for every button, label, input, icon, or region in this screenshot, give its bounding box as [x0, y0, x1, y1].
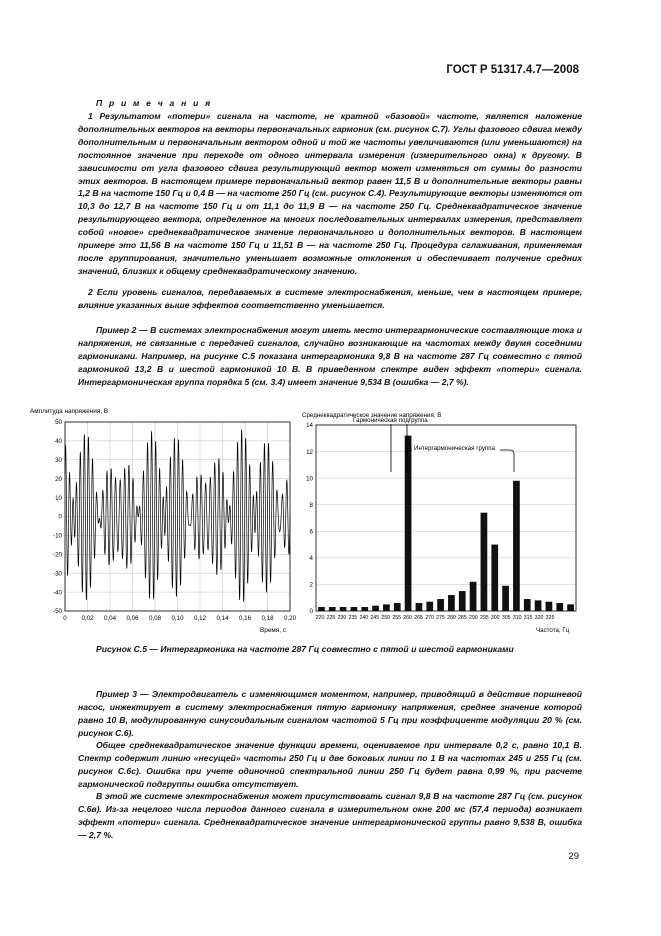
waveform-xtick-label: 0,12 [193, 615, 207, 622]
spectrum-xtick-label: 305 [501, 615, 511, 621]
spectrum-xtick-label: 290 [469, 615, 478, 621]
spectrum-xtick-label: 315 [523, 615, 533, 621]
spectrum-xtick-label: 270 [425, 615, 434, 621]
spectrum-bar [502, 586, 509, 611]
harmonic-subgroup-label: Гармоническая подгруппа [353, 417, 428, 424]
waveform-ytick-label: 40 [55, 438, 62, 446]
spectrum-xtick-label: 230 [337, 615, 347, 621]
notes-title: П р и м е ч а н и я [96, 98, 213, 108]
spectrum-xtick-label: 250 [381, 615, 391, 621]
waveform-xtick-label: 0,18 [261, 615, 274, 622]
waveform-xtick-label: 0,14 [216, 615, 229, 622]
spectrum-bar [318, 607, 325, 611]
spectrum-xtick-label: 275 [436, 615, 445, 621]
waveform-xtick-label: 0 [63, 615, 67, 622]
spectrum-xtick-label: 220 [315, 615, 325, 621]
waveform-ytick-label: -40 [53, 589, 62, 597]
waveform-ytick-label: 50 [55, 419, 62, 427]
spectrum-xtick-label: 235 [348, 615, 358, 621]
spectrum-xtick-label: 285 [458, 615, 467, 621]
spectrum-xtick-label: 325 [545, 615, 555, 621]
interharmonic-group-bracket [407, 450, 514, 472]
spectrum-bar [394, 603, 401, 611]
spectrum-ytick-label: 14 [306, 422, 313, 430]
waveform-ytick-label: 30 [55, 457, 62, 464]
waveform-chart [24, 400, 309, 635]
spectrum-bar [351, 607, 358, 611]
spectrum-xtick-label: 310 [512, 615, 522, 621]
spectrum-bar [491, 545, 498, 611]
example-3-p3: В этой же системе электроснабжения может присутствовать сигнал 9,8 В на частоте 287 Гц (см. рисунок С.6в). Из-за нецелого числа периодов данного сигнала в измерительном окне 200 мс (57,4 периода) возникает эффект «потери» сигнала. Среднеквадратическое значение интергармонической группы равно 9,538 В, ошибка — 2,7 %. [78, 791, 582, 840]
example-2: Пример 2 — В системах электроснабжения могут иметь место интергармонические составляющие тока и напряжения, не связанные с передачей сигналов, случайно возникающие на частотах между двумя соседними гармониками. Например, на рисунке С.5 показана интергармоника 9,8 В на частоте 287 Гц совместно с пятой гармоникой 13,2 В и шестой гармоникой 10 В. В приведенном спектре виден эффект «потери» сигнала. Интергармоническая группа порядка 5 (см. 3.4) имеет значение 9,534 В (ошибка — 2,7 %). [78, 325, 582, 387]
spectrum-bar [481, 513, 488, 611]
spectrum-ytick-label: 4 [309, 555, 313, 563]
spectrum-svg [300, 405, 582, 637]
spectrum-bar [556, 603, 563, 611]
waveform-ylabel: Амплитуда напряжения, В [30, 408, 109, 415]
note-1: 1 Результатом «потери» сигнала на частоте, не кратной «базовой» частоте, является наложение дополнительных векторов на векторы первоначальных гармоник (см. рисунок С.7). Углы фазового сдвига между дополнительным и первоначальным вектором одной и той же частоты увеличиваются (или уменьшаются) на постоянное значение при переходе от одного интервала измерения (измерительного окна) к другому. В зависимости от угла фазового сдвига результирующий вектор может изменяться от суммы до разности этих векторов. В настоящем примере первоначальный вектор равен 11,5 В и дополнительные векторы равны 1,2 В на частоте 150 Гц и 0,4 В — на частоте 250 Гц (см. рисунок С.4). Результирующие векторы изменяются от 10,3 до 12,7 В на частоте 150 Гц и от 11,1 до 11,9 В — на частоте 250 Гц. Среднеквадратическое значение результирующего вектора, определенное на многих последовательных интервалах измерения, представляет собой «новое» среднеквадратическое значение первоначального и дополнительных векторов. В настоящем примере это 11,56 В на частоте 150 Гц и 11,51 В — на частоте 250 Гц. Процедура сглаживания, применяемая после группирования, значительно уменьшает возможные отклонения и обеспечивает получение средних значений, близких к общему среднеквадратическому значению. [78, 111, 582, 276]
spectrum-ytick-label: 2 [309, 581, 313, 589]
spectrum-xtick-label: 265 [414, 615, 423, 621]
spectrum-xtick-label: 300 [490, 615, 500, 621]
spectrum-bar [329, 607, 336, 611]
spectrum-xtick-label: 295 [479, 615, 489, 621]
spectrum-bar [567, 604, 574, 611]
spectrum-bar [470, 582, 477, 611]
waveform-xtick-label: 0,06 [126, 615, 139, 622]
waveform-xlabel: Время, с [260, 627, 286, 634]
spectrum-bar [361, 607, 368, 611]
harmonic-subgroup-bracket [391, 422, 407, 472]
example-3-p2: Общее среднеквадратическое значение функции времени, оцениваемое при интервале 0,2 с, равно 10,1 В. Спектр содержит линию «несущей» частоты 250 Гц и две боковых линии по 1 В на частотах 245 и 255 Гц (см. рисунок С.6с). Ошибка при учете одиночной спектральной линии 250 Гц будет равна 0,99 %, при расчете гармонической подгруппы ошибка отсутствует. [78, 740, 582, 789]
spectrum-bar [383, 604, 390, 611]
spectrum-bar [535, 600, 542, 611]
waveform-ytick-label: -30 [53, 570, 62, 578]
waveform-xtick-label: 0,02 [81, 615, 94, 622]
spectrum-ylabel: Среднеквадратическое значение напряжения, В [302, 412, 442, 419]
spectrum-bar [524, 599, 531, 611]
spectrum-xtick-label: 245 [370, 615, 380, 621]
standard-id: ГОСТ Р 51317.4.7—2008 [446, 64, 579, 76]
spectrum-bar [426, 602, 433, 611]
interharmonic-group-label: Интергармоническая группа [414, 445, 496, 452]
spectrum-xtick-label: 225 [326, 615, 336, 621]
spectrum-xlabel: Частота, Гц [536, 627, 570, 634]
page-number: 29 [568, 851, 579, 862]
spectrum-bar [437, 599, 444, 611]
waveform-ytick-label: 20 [55, 475, 62, 483]
figure-caption: Рисунок С.5 — Интергармоника на частоте 287 Гц совместно с пятой и шестой гармониками [96, 644, 514, 654]
spectrum-xtick-label: 280 [447, 615, 456, 621]
waveform-xtick-label: 0,16 [238, 615, 252, 622]
waveform-svg [24, 400, 309, 635]
spectrum-ytick-label: 0 [309, 608, 313, 616]
spectrum-xtick-label: 255 [392, 615, 401, 621]
waveform-xtick-label: 0,20 [283, 615, 297, 622]
spectrum-bar [459, 591, 466, 611]
waveform-xtick-label: 0,04 [103, 615, 117, 622]
spectrum-bar [448, 595, 455, 611]
spectrum-xtick-label: 240 [359, 615, 369, 621]
note-2: 2 Если уровень сигналов, передаваемых в системе электроснабжения, меньше, чем в настоящем примере, влияние указанных выше эффектов соответственно уменьшается. [78, 287, 582, 310]
spectrum-bar [416, 603, 423, 611]
spectrum-ytick-label: 10 [306, 475, 313, 483]
spectrum-bar [405, 436, 412, 611]
waveform-ytick-label: -50 [53, 608, 62, 616]
waveform-ytick-label: 10 [55, 494, 62, 502]
spectrum-chart [300, 405, 582, 637]
waveform-xtick-label: 0,08 [148, 615, 162, 622]
waveform-ytick-label: -10 [53, 532, 62, 540]
spectrum-ytick-label: 12 [306, 448, 313, 456]
spectrum-bar [372, 606, 379, 611]
spectrum-bar [546, 602, 553, 611]
spectrum-ytick-label: 6 [309, 528, 313, 536]
waveform-ytick-label: 0 [58, 513, 62, 521]
spectrum-xtick-label: 260 [403, 615, 412, 621]
spectrum-ytick-label: 8 [309, 501, 313, 509]
spectrum-bar [340, 607, 347, 611]
waveform-ytick-label: -20 [53, 551, 62, 559]
example-3-p1: Пример 3 — Электродвигатель с изменяющимся моментом, например, приводящий в действие поршневой насос, инжектирует в систему электроснабжения пятую гармонику напряжения, среднее значение которой равно 10 В, модулированную синусоидальным сигналом частотой 5 Гц при коэффициенте модуляции 20 % (см. рисунок С.6). [78, 689, 582, 738]
spectrum-bar [513, 481, 520, 611]
waveform-xtick-label: 0,10 [171, 615, 184, 622]
spectrum-frame [316, 425, 576, 611]
spectrum-xtick-label: 320 [534, 615, 544, 621]
